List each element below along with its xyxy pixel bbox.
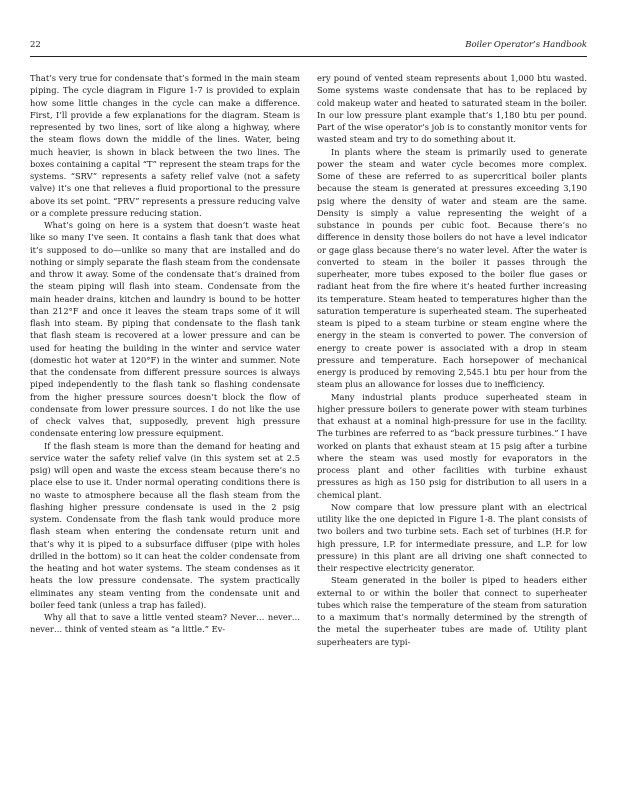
paragraph: What’s going on here is a system that doesn’t waste heat like so many I’ve seen. It contains a flash tank that does what it’s supposed to do—unlike so many that are installed and do nothing or simply separate the flash steam from the condensate and throw it away. Some of the condensate that’s drained from the steam piping will flash into steam. Condensate from the main header drains, kitchen and laundry is bound to be hotter than 212°F and once it leaves the steam traps some of it will flash into steam. By piping that condensate to the flash tank that flash steam is recovered at a lower pressure and can be used for heating the building in the winter and service water (domestic hot water at 120°F) in the winter and summer. Note that the condensate from different pressure sources is always piped independently to the flash tank so flashing condensate from the higher pressure sources doesn’t block the flow of condensate from lower pressure sources. I do not like the use of check valves that, supposedly, prevent high pressure condensate entering low pressure equipment. <box>30 220 300 439</box>
page-header <box>30 40 587 50</box>
header-rule <box>30 56 587 57</box>
paragraph: Steam generated in the boiler is piped to headers either external to or within the boiler that connect to superheater tubes which raise the temperature of the steam from saturation to a maximum that’s normally determined by the strength of the metal the superheater tubes are made of. Utility plant superheaters are typi- <box>317 575 587 647</box>
page-number: 22 <box>30 40 41 50</box>
paragraph: In plants where the steam is primarily used to generate power the steam and water cycle becomes more complex. Some of these are referred to as supercritical boiler plants because the steam is generated at pressures exceeding 3,190 psig where the density of water and steam are the same. Density is simply a value representing the weight of a substance in pounds per cubic foot. Because there’s no difference in density those boilers do not have a level indicator or gage glass because there’s no water level. After the water is converted to steam in the boiler it passes through the superheater, more tubes exposed to the boiler flue gases or radiant heat from the fire where it’s heated further increasing its temperature. Steam heated to temperatures higher than the saturation temperature is superheated steam. The superheated steam is piped to a steam turbine or steam engine where the energy in the steam is converted to power. The conversion of energy to create power is associated with a drop in steam pressure and temperature. Each horsepower of mechanical energy is produced by removing 2,545.1 btu per hour from the steam plus an allowance for losses due to inefficiency. <box>317 146 587 390</box>
paragraph: If the flash steam is more than the demand for heating and service water the safety relief valve (in this system set at 2.5 psig) will open and waste the excess steam because there’s no place else to use it. Under normal operating conditions there is no waste to atmosphere because all the flash steam from the flashing higher pressure condensate is used in the 2 psig system. Condensate from the flash tank would produce more flash steam when entering the condensate return unit and that’s why it is piped to a subsurface diffuser (pipe with holes drilled in the bottom) so it can heat the colder condensate from the heating and hot water systems. The steam condenses as it heats the low pressure condensate. The system practically eliminates any steam venting from the condensate unit and boiler feed tank (unless a trap has failed). <box>30 440 300 610</box>
paragraph: Why all that to save a little vented steam? Never… never… never… think of vented steam as “a little.” Ev- <box>30 612 300 635</box>
paragraph: ery pound of vented steam represents about 1,000 btu wasted. Some systems waste condensate that has to be replaced by cold makeup water and heated to saturated steam in the boiler. In our low pressure plant example that’s 1,180 btu per pound. Part of the wise operator’s job is to constantly monitor vents for wasted steam and try to do something about it. <box>317 73 587 145</box>
right-column <box>317 72 587 648</box>
body-columns <box>30 72 587 648</box>
paragraph: Many industrial plants produce superheated steam in higher pressure boilers to generate power with steam turbines that exhaust at a nominal high-pressure for use in the facility. The turbines are referred to as “back pressure turbines.” I have worked on plants that exhaust steam at 15 psig after a turbine where the steam was used mostly for evaporators in the process plant and other facilities with turbine exhaust pressures as high as 150 psig for distribution to all users in a chemical plant. <box>317 391 587 500</box>
left-column <box>30 72 300 648</box>
running-head-title: Boiler Operator’s Handbook <box>465 40 587 50</box>
paragraph: Now compare that low pressure plant with an electrical utility like the one depicted in Figure 1-8. The plant consists of two boilers and two turbine sets. Each set of turbines (H.P. for high pressure, I.P. for intermediate pressure, and L.P. for low pressure) in this plant are all driving one shaft connected to their respective electricity generator. <box>317 501 587 573</box>
paragraph: That’s very true for condensate that’s formed in the main steam piping. The cycle diagram in Figure 1-7 is provided to explain how some little changes in the cycle can make a difference. First, I’ll provide a few explanations for the diagram. Steam is represented by two lines, sort of like along a highway, where the steam flows down the middle of the lines. Water, being much heavier, is shown in black between the two lines. The boxes containing a capital “T” represent the steam traps for the systems. “SRV” represents a safety relief valve (not a safety valve) it’s one that relieves a fluid proportional to the pressure above its set point. “PRV” represents a pressure reducing valve or a complete pressure reducing station. <box>30 73 300 218</box>
